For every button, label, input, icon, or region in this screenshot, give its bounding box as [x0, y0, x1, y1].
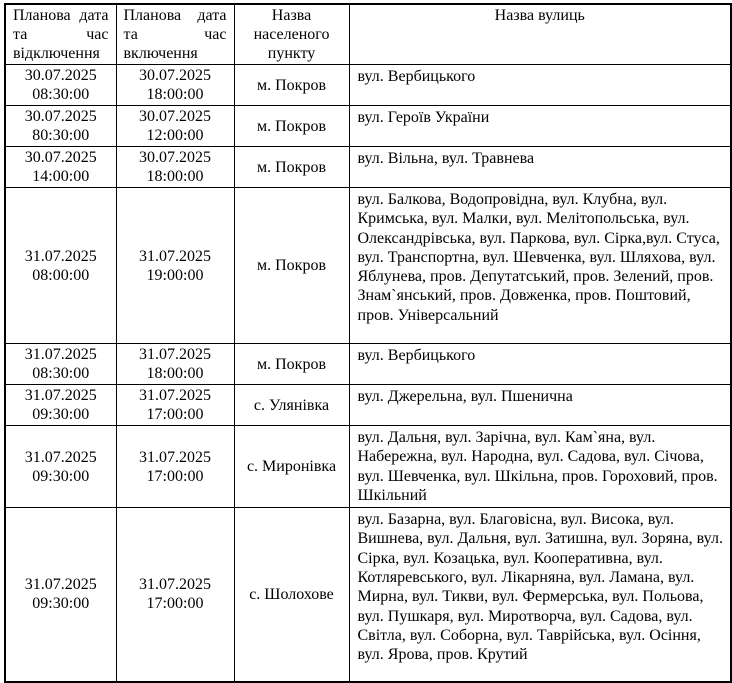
outage-schedule-table	[4, 3, 732, 683]
outage-row	[5, 344, 731, 385]
outage-end-date: 31.07.2025	[139, 576, 211, 594]
outage-start-time: 14:00:00	[32, 168, 90, 185]
outage-start-cell	[5, 426, 116, 508]
outage-end-cell	[116, 426, 234, 508]
streets-cell: вул. Героїв України	[349, 106, 731, 147]
outage-start-cell	[5, 385, 116, 426]
outage-end-time: 18:00:00	[146, 168, 204, 185]
streets-cell: вул. Вербицького	[349, 344, 731, 385]
streets-cell: вул. Балкова, Водопровідна, вул. Клубна, вул. Кримська, вул. Малки, вул. Мелітопольська, вул. Олександрівська, вул. Паркова, вул. Сірка,вул. Стуса, вул. Транспортна, вул. Шевченка, вул. Шляхова, вул. Яблунева, пров. Депутатський, пров. Зелений, пров. Знам`янський, пров. Довженка, пров. Поштовий, пров. Універсальний	[349, 188, 731, 344]
header-off-line1: Планова дата	[13, 7, 109, 24]
streets-cell: вул. Вербицького	[349, 65, 731, 106]
outage-row	[5, 426, 731, 508]
settlement-cell: с. Миронівка	[234, 426, 349, 508]
streets-cell: вул. Дальня, вул. Зарічна, вул. Кам`яна, вул. Набережна, вул. Народна, вул. Садова, вул. Січова, вул. Шевченка, вул. Шкільна, пров. Гороховий, пров. Шкільний	[349, 426, 731, 508]
outage-end-time: 19:00:00	[146, 266, 204, 284]
outage-start-date: 31.07.2025	[24, 247, 97, 265]
outage-end-time: 18:00:00	[146, 86, 204, 103]
outage-start-cell	[5, 188, 116, 344]
header-off-line2: та час	[13, 26, 109, 43]
table-header-row	[5, 4, 731, 65]
outage-end-time: 17:00:00	[146, 406, 204, 423]
streets-cell: вул. Базарна, вул. Благовісна, вул. Висока, вул. Вишнева, вул. Дальня, вул. Затишна, вул. Зоряна, вул. Сірка, вул. Козацька, вул. Кооперативна, вул. Котляревського, вул. Лікарняна, вул. Ламана, вул. Мирна, вул. Тикви, вул. Фермерська, вул. Польова, вул. Пушкаря, вул. Миротворча, вул. Садова, вул. Світла, вул. Соборна, вул. Таврійська, вул. Осіння, вул. Ярова, пров. Крутий	[349, 508, 731, 682]
outage-end-cell	[116, 106, 234, 147]
header-off-line3: відключення	[13, 45, 100, 62]
outage-start-time: 09:30:00	[32, 467, 90, 485]
settlement-cell: м. Покров	[234, 188, 349, 344]
outage-start-cell	[5, 508, 116, 682]
header-streets: Назва вулиць	[349, 4, 731, 65]
outage-end-cell	[116, 65, 234, 106]
streets-cell: вул. Джерельна, вул. Пшенична	[349, 385, 731, 426]
streets-cell: вул. Вільна, вул. Травнева	[349, 147, 731, 188]
outage-row	[5, 106, 731, 147]
outage-end-time: 12:00:00	[146, 127, 204, 144]
outage-end-date: 30.07.2025	[139, 108, 211, 125]
outage-start-date: 31.07.2025	[24, 448, 97, 466]
outage-row	[5, 65, 731, 106]
header-outage-on-datetime	[116, 4, 234, 65]
outage-start-time: 09:30:00	[32, 595, 90, 613]
outage-end-date: 30.07.2025	[139, 67, 211, 84]
header-on-line3: включення	[123, 45, 198, 62]
outage-start-cell	[5, 106, 116, 147]
outage-start-time: 08:00:00	[32, 266, 90, 284]
header-on-line1: Планова дата	[123, 7, 227, 24]
outage-end-cell	[116, 344, 234, 385]
outage-start-date: 31.07.2025	[24, 387, 97, 404]
outage-start-date: 30.07.2025	[24, 108, 97, 125]
outage-row	[5, 188, 731, 344]
outage-end-date: 31.07.2025	[139, 346, 211, 363]
outage-end-date: 31.07.2025	[139, 387, 211, 404]
outage-start-time: 09:30:00	[32, 406, 90, 423]
outage-start-cell	[5, 147, 116, 188]
outage-start-date: 30.07.2025	[24, 67, 97, 84]
outage-end-date: 31.07.2025	[139, 247, 211, 265]
outage-start-date: 31.07.2025	[24, 346, 97, 363]
header-on-line2: та час	[123, 26, 227, 43]
outage-end-time: 17:00:00	[146, 467, 204, 485]
outage-end-cell	[116, 508, 234, 682]
settlement-cell: м. Покров	[234, 344, 349, 385]
settlement-cell: м. Покров	[234, 65, 349, 106]
outage-end-time: 18:00:00	[146, 365, 204, 382]
outage-end-date: 31.07.2025	[139, 448, 211, 466]
outage-start-time: 80:30:00	[32, 127, 90, 144]
header-outage-off-datetime	[5, 4, 116, 65]
outage-end-cell	[116, 385, 234, 426]
settlement-cell: с. Улянівка	[234, 385, 349, 426]
outage-start-date: 30.07.2025	[24, 149, 97, 166]
outage-end-cell	[116, 188, 234, 344]
outage-row	[5, 385, 731, 426]
outage-end-time: 17:00:00	[146, 595, 204, 613]
outage-start-time: 08:30:00	[32, 365, 90, 382]
outage-start-date: 31.07.2025	[24, 576, 97, 594]
outage-end-cell	[116, 147, 234, 188]
outage-end-date: 30.07.2025	[139, 149, 211, 166]
header-settlement: Назва населеного пункту	[234, 4, 349, 65]
outage-start-time: 08:30:00	[32, 86, 90, 103]
outage-row	[5, 147, 731, 188]
settlement-cell: с. Шолохове	[234, 508, 349, 682]
outage-start-cell	[5, 344, 116, 385]
outage-start-cell	[5, 65, 116, 106]
settlement-cell: м. Покров	[234, 106, 349, 147]
settlement-cell: м. Покров	[234, 147, 349, 188]
outage-row	[5, 508, 731, 682]
